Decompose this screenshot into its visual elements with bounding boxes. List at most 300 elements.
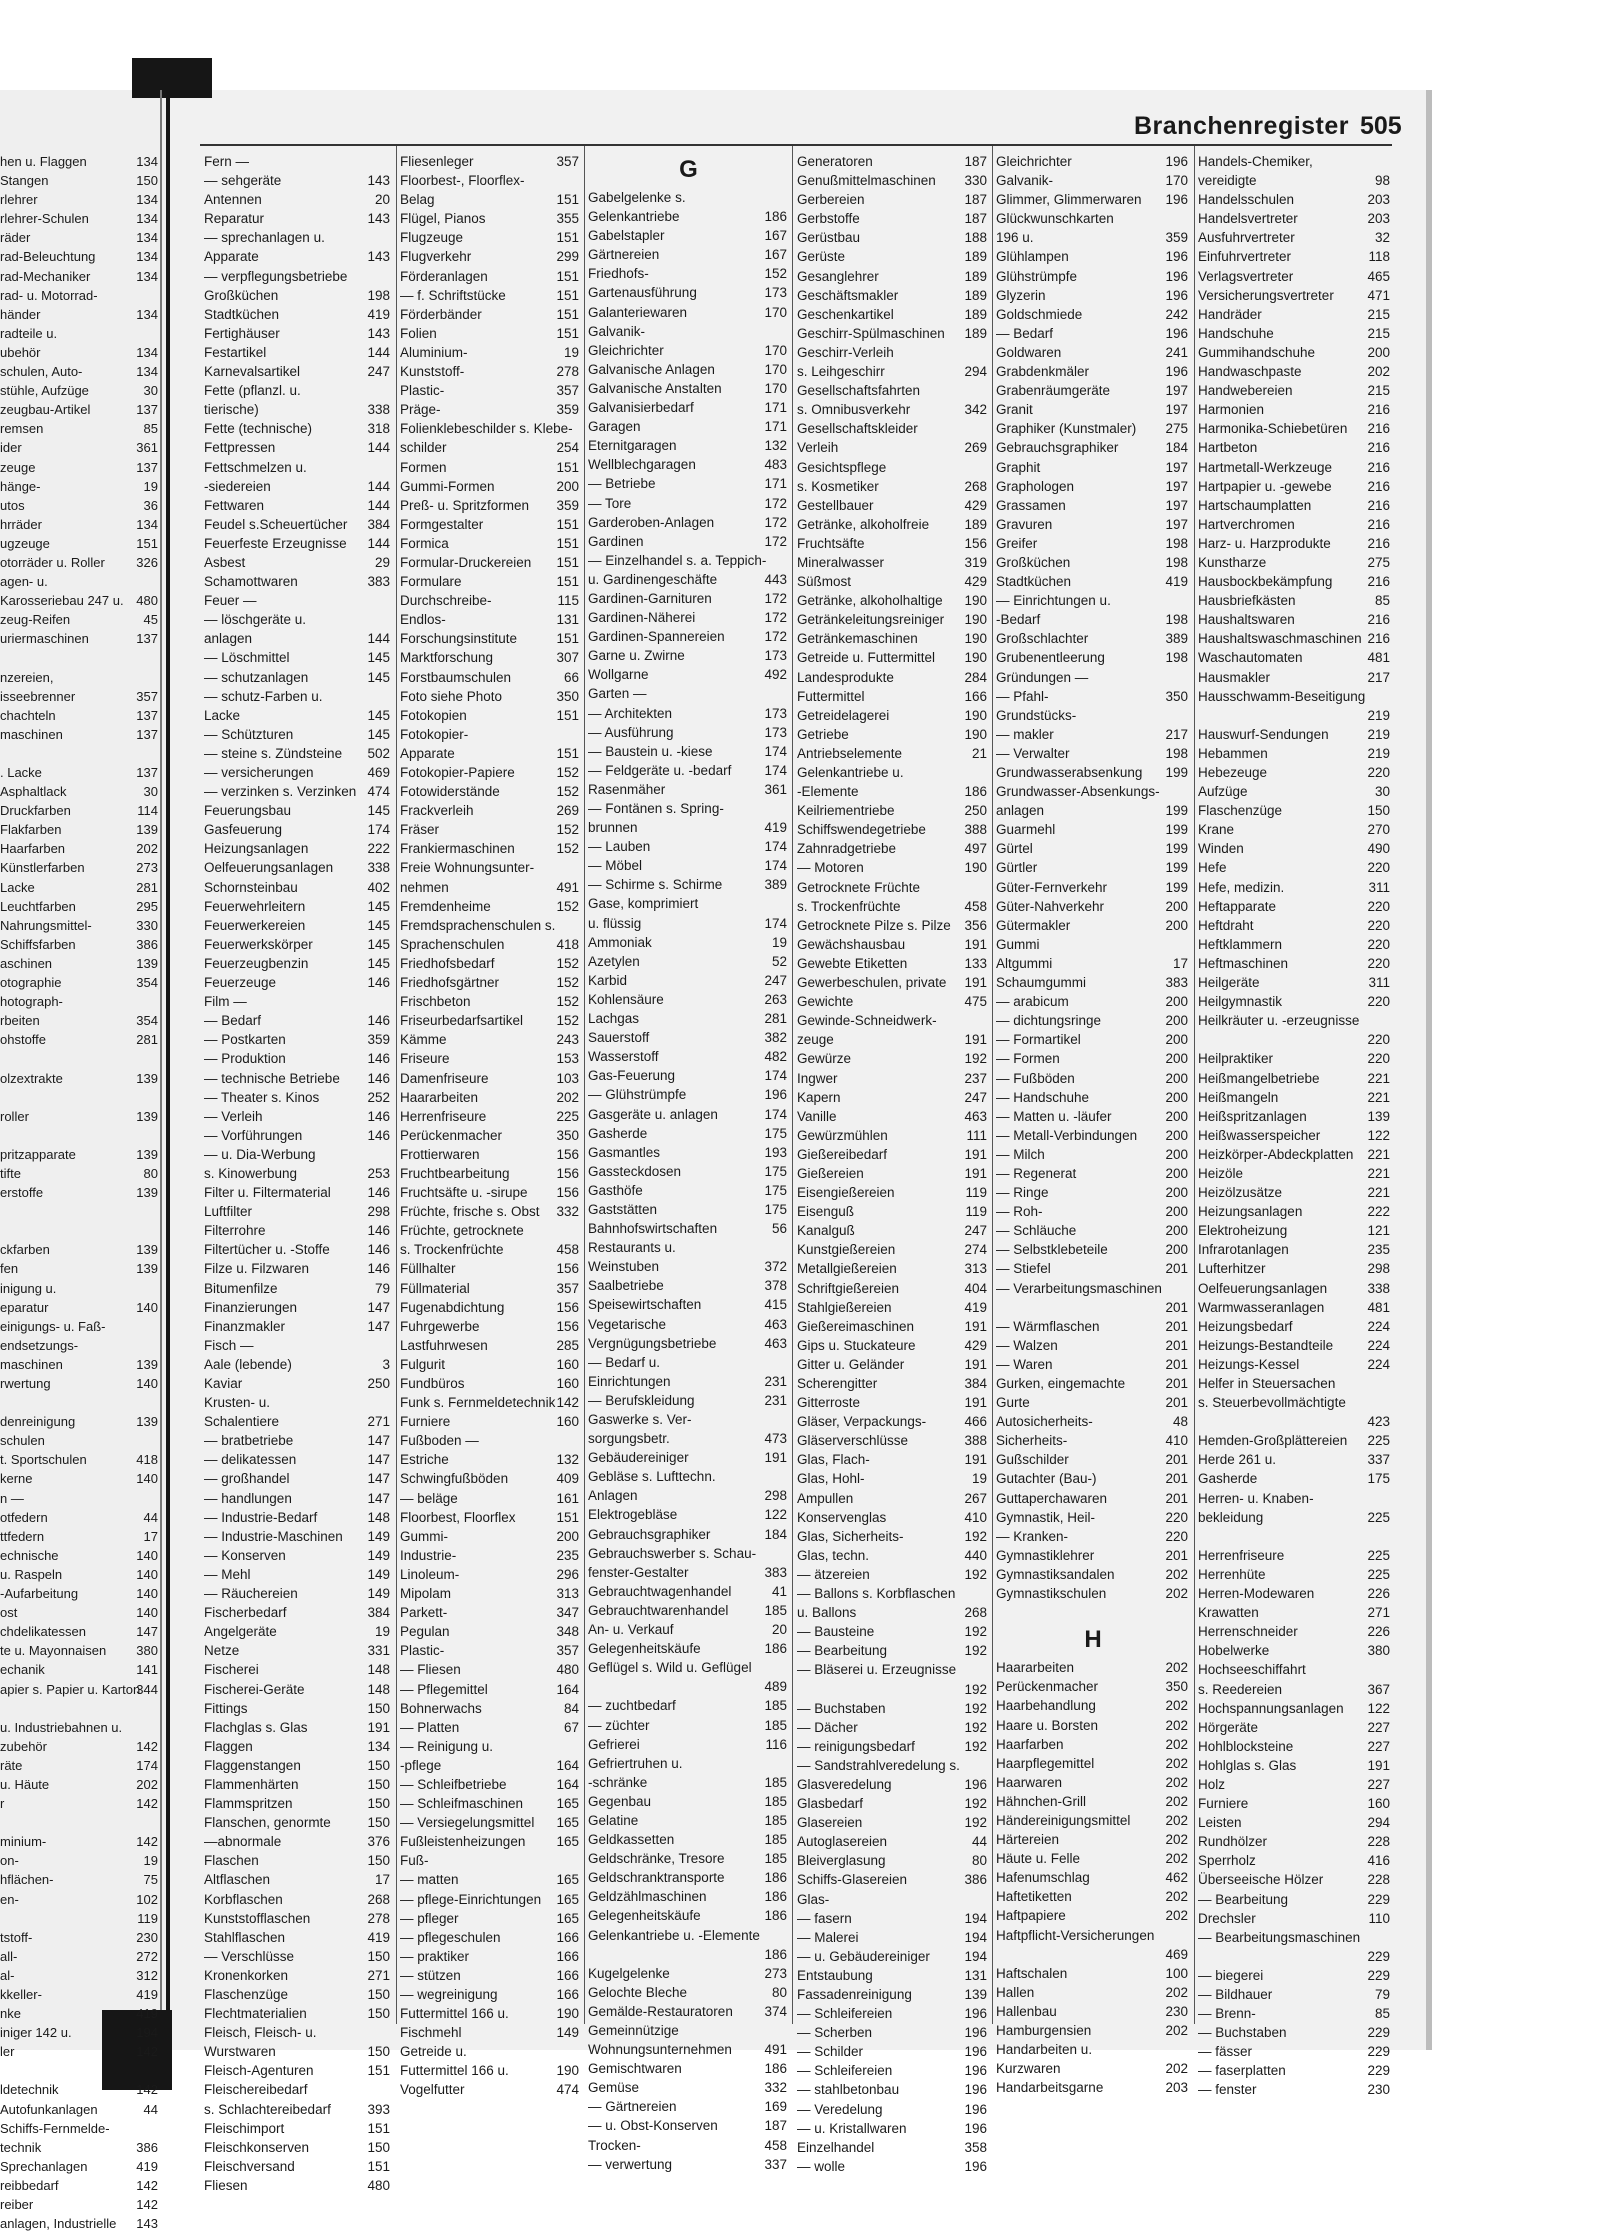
- entry-page-ref: 137: [136, 765, 158, 780]
- entry-page-ref: 469: [1165, 1946, 1188, 1962]
- index-entry: [996, 515, 1190, 534]
- entry-page-ref: 202: [1165, 1660, 1188, 1676]
- entry-page-ref: 116: [765, 1736, 787, 1752]
- entry-page-ref: 196: [964, 2158, 987, 2174]
- entry-term: -Elemente: [797, 784, 859, 800]
- entry-page-ref: 419: [367, 1929, 390, 1945]
- entry-term: all-: [0, 1948, 18, 1964]
- index-entry: [1198, 839, 1392, 858]
- entry-page-ref: 384: [367, 516, 390, 532]
- entry-page-ref: 175: [1367, 1471, 1390, 1487]
- entry-page-ref: 166: [964, 688, 987, 704]
- index-entry: [996, 1926, 1190, 1945]
- index-entry: [204, 1088, 392, 1107]
- index-entry: [0, 1985, 160, 2004]
- index-entry: [797, 629, 989, 648]
- binding-shadow: [160, 90, 162, 2050]
- entry-page-ref: 474: [367, 784, 390, 800]
- index-entry: [204, 1565, 392, 1584]
- index-entry: [588, 1334, 789, 1353]
- index-entry: [0, 1393, 160, 1412]
- entry-term: Hausschwamm-Beseitigung: [1198, 688, 1366, 704]
- entry-page-ref: 389: [1165, 631, 1188, 647]
- entry-page-ref: 151: [556, 306, 579, 322]
- entry-term: — Feldgeräte u. -bedarf: [588, 762, 732, 778]
- entry-term: Perückenmacher: [400, 1127, 503, 1143]
- entry-term: utos: [0, 497, 25, 513]
- entry-page-ref: 192: [964, 1700, 987, 1716]
- entry-term: Großküchen: [996, 554, 1071, 570]
- index-entry: [1198, 1660, 1392, 1679]
- entry-term: Fugenabdichtung: [400, 1299, 505, 1315]
- index-entry: [797, 2023, 989, 2042]
- index-entry: [588, 2078, 789, 2097]
- entry-term: Estriche: [400, 1452, 449, 1468]
- index-entry: [400, 629, 581, 648]
- entry-page-ref: 145: [367, 898, 390, 914]
- index-entry: [0, 2023, 160, 2042]
- entry-page-ref: 378: [764, 1278, 787, 1294]
- entry-page-ref: 165: [556, 1796, 579, 1812]
- entry-term: Eternitgaragen: [588, 438, 677, 454]
- index-entry: [0, 324, 160, 343]
- entry-page-ref: 227: [1367, 1719, 1390, 1735]
- index-entry: [0, 763, 160, 782]
- entry-term: otorräder u. Roller: [0, 554, 105, 570]
- index-entry: [588, 1601, 789, 1620]
- entry-term: — Pflegemittel: [400, 1681, 488, 1697]
- entry-term: Großschlachter: [996, 631, 1089, 647]
- entry-term: Harz- u. Harzprodukte: [1198, 535, 1331, 551]
- entry-page-ref: 350: [556, 1127, 579, 1143]
- entry-term: Warmwasseranlagen: [1198, 1299, 1325, 1315]
- entry-page-ref: 151: [556, 574, 579, 590]
- entry-page-ref: 175: [764, 1201, 787, 1217]
- entry-term: Flugzeuge: [400, 230, 464, 246]
- index-entry: [0, 916, 160, 935]
- entry-page-ref: 140: [136, 1299, 158, 1315]
- entry-term: s. Leihgeschirr: [797, 364, 885, 380]
- entry-term: — Regenerat: [996, 1165, 1077, 1181]
- entry-page-ref: 160: [556, 1414, 579, 1430]
- index-entry: [400, 1489, 581, 1508]
- entry-page-ref: 145: [367, 669, 390, 685]
- index-entry: [1198, 1737, 1392, 1756]
- entry-term: tierische): [204, 402, 259, 418]
- page-number: 505: [1360, 112, 1402, 140]
- entry-page-ref: 185: [764, 1774, 787, 1790]
- index-entry: [588, 2136, 789, 2155]
- index-entry: [588, 303, 789, 322]
- entry-page-ref: 202: [556, 1089, 579, 1105]
- index-entry: [204, 1985, 392, 2004]
- index-entry: [0, 1240, 160, 1259]
- entry-page-ref: 187: [764, 2118, 787, 2134]
- entry-page-ref: 192: [964, 1738, 987, 1754]
- index-entry: [0, 458, 160, 477]
- entry-page-ref: 383: [1165, 975, 1188, 991]
- entry-term: — Löschmittel: [204, 650, 290, 666]
- entry-page-ref: 149: [367, 1586, 390, 1602]
- entry-term: remsen: [0, 421, 44, 437]
- entry-page-ref: 142: [136, 2197, 158, 2213]
- index-entry: [996, 1259, 1190, 1278]
- entry-term: Großküchen: [204, 287, 279, 303]
- entry-term: — u. Dia-Werbung: [204, 1146, 316, 1162]
- entry-page-ref: 192: [964, 1566, 987, 1582]
- entry-page-ref: 226: [1367, 1586, 1390, 1602]
- entry-page-ref: 189: [964, 268, 987, 284]
- index-entry: [0, 1183, 160, 1202]
- entry-term: Fettwaren: [204, 497, 265, 513]
- entry-term: Plastic-: [400, 1643, 445, 1659]
- index-entry: [400, 477, 581, 496]
- entry-term: Eisengießereien: [797, 1185, 895, 1201]
- index-entry: [204, 1603, 392, 1622]
- entry-page-ref: 201: [1165, 1547, 1188, 1563]
- entry-page-ref: 263: [764, 991, 787, 1007]
- index-entry: [996, 228, 1190, 247]
- entry-term: Perückenmacher: [996, 1679, 1099, 1695]
- index-entry: [204, 1870, 392, 1889]
- entry-term: Gardinen-Garnituren: [588, 590, 712, 606]
- index-entry: [204, 419, 392, 438]
- entry-term: Gerbereien: [797, 192, 865, 208]
- entry-page-ref: 175: [764, 1125, 787, 1141]
- index-entry: [797, 1030, 989, 1049]
- entry-page-ref: 166: [556, 1987, 579, 2002]
- entry-term: Hafenumschlag: [996, 1870, 1090, 1886]
- binding-top: [132, 58, 212, 98]
- index-entry: [204, 1049, 392, 1068]
- entry-term: Wohnungsunternehmen: [588, 2042, 732, 2058]
- index-entry: [588, 1811, 789, 1830]
- index-entry: [1198, 553, 1392, 572]
- entry-page-ref: 281: [136, 1032, 158, 1048]
- entry-term: Fulgurit: [400, 1356, 446, 1372]
- index-entry: [588, 589, 789, 608]
- index-entry: [400, 572, 581, 591]
- entry-term: — Verleih: [204, 1108, 263, 1124]
- entry-term: brunnen: [588, 820, 638, 836]
- entry-page-ref: 200: [1165, 1165, 1188, 1181]
- index-entry: [996, 1011, 1190, 1030]
- entry-page-ref: 147: [367, 1318, 390, 1334]
- entry-term: Finanzmakler: [204, 1318, 286, 1334]
- entry-page-ref: 294: [964, 364, 987, 380]
- entry-term: kkeller-: [0, 1987, 42, 2002]
- index-entry: [0, 305, 160, 324]
- entry-page-ref: 202: [1165, 1889, 1188, 1905]
- entry-term: Grassamen: [996, 497, 1066, 513]
- entry-page-ref: 196: [1165, 249, 1188, 265]
- entry-term: — delikatessen: [204, 1452, 297, 1468]
- entry-term: Gravuren: [996, 516, 1053, 532]
- index-entry: [204, 2004, 392, 2023]
- entry-page-ref: 140: [136, 1605, 158, 1621]
- entry-term: Getrocknete Pilze s. Pilze: [797, 917, 951, 933]
- index-entry: [1198, 610, 1392, 629]
- entry-term: — fenster: [1198, 2082, 1257, 2098]
- entry-page-ref: 216: [1367, 535, 1390, 551]
- index-entry: [1198, 648, 1392, 667]
- entry-page-ref: 202: [1165, 1566, 1188, 1582]
- index-entry: [1198, 1011, 1392, 1030]
- entry-term: — zuchtbedarf: [588, 1698, 676, 1714]
- entry-page-ref: 196: [964, 2101, 987, 2117]
- entry-term: Getrocknete Früchte: [797, 879, 921, 895]
- index-entry: [996, 2021, 1190, 2040]
- index-entry: [400, 992, 581, 1011]
- entry-term: Fotokopier-: [400, 726, 469, 742]
- index-entry: [0, 1355, 160, 1374]
- entry-term: Fischerei-Geräte: [204, 1681, 305, 1697]
- entry-page-ref: 380: [136, 1643, 158, 1659]
- entry-page-ref: 67: [563, 1719, 579, 1735]
- entry-term: rad-Mechaniker: [0, 268, 91, 284]
- index-entry: [0, 515, 160, 534]
- entry-page-ref: 149: [367, 1547, 390, 1563]
- entry-page-ref: 247: [367, 364, 390, 380]
- entry-term: Getränke, alkoholhaltige: [797, 593, 943, 609]
- entry-term: — Bedarf u.: [588, 1354, 661, 1370]
- entry-page-ref: 389: [764, 877, 787, 893]
- entry-page-ref: 189: [964, 516, 987, 532]
- entry-term: — beläge: [400, 1490, 458, 1506]
- index-entry: [400, 2061, 581, 2080]
- index-entry: [996, 286, 1190, 305]
- index-entry: [996, 610, 1190, 629]
- index-entry: [0, 400, 160, 419]
- entry-page-ref: 419: [964, 1299, 987, 1315]
- index-entry: [204, 1317, 392, 1336]
- index-entry: [996, 858, 1190, 877]
- entry-term: Heftdraht: [1198, 917, 1254, 933]
- entry-page-ref: 228: [1367, 1872, 1390, 1888]
- index-entry: [588, 398, 789, 417]
- index-entry: [588, 1544, 789, 1563]
- index-entry: [797, 1565, 989, 1584]
- entry-page-ref: 229: [1367, 1891, 1390, 1907]
- section-letter: G: [679, 156, 698, 183]
- entry-page-ref: 85: [143, 421, 158, 437]
- entry-term: — Veredelung: [797, 2101, 883, 2117]
- entry-page-ref: 79: [374, 1280, 390, 1296]
- index-entry: [996, 1240, 1190, 1259]
- index-entry: [400, 1374, 581, 1393]
- entry-page-ref: 196: [1165, 154, 1188, 169]
- entry-page-ref: 142: [136, 2177, 158, 2193]
- entry-term: Gelegenheitskäufe: [588, 1641, 701, 1657]
- entry-term: vereidigte: [1198, 173, 1257, 189]
- entry-page-ref: 419: [136, 2006, 158, 2022]
- entry-page-ref: 151: [556, 631, 579, 647]
- entry-term: Stadtküchen: [204, 306, 280, 322]
- entry-term: Hartmetall-Werkzeuge: [1198, 459, 1333, 475]
- entry-term: Gemischtwaren: [588, 2061, 682, 2077]
- entry-page-ref: 139: [1367, 1108, 1390, 1124]
- entry-term: Elektroheizung: [1198, 1223, 1288, 1239]
- entry-term: Schiffsfarben: [0, 936, 76, 952]
- entry-term: Fischmehl: [400, 2025, 462, 2041]
- entry-term: Fotokopier-Papiere: [400, 765, 515, 780]
- entry-term: Gleichrichter: [996, 154, 1072, 169]
- index-entry: [0, 1202, 160, 1221]
- index-entry: [204, 1680, 392, 1699]
- entry-page-ref: 337: [764, 2156, 787, 2172]
- entry-term: — Lauben: [588, 839, 651, 855]
- entry-page-ref: 19: [374, 1624, 390, 1640]
- entry-term: Gasfeuerung: [204, 822, 283, 838]
- index-entry: [797, 782, 989, 801]
- index-entry: [400, 1890, 581, 1909]
- index-entry: [0, 1660, 160, 1679]
- entry-page-ref: 216: [1367, 612, 1390, 628]
- entry-term: Fundbüros: [400, 1376, 465, 1391]
- entry-term: Parkett-: [400, 1605, 448, 1621]
- entry-term: Plastic-: [400, 383, 445, 399]
- entry-page-ref: 147: [367, 1490, 390, 1506]
- entry-term: Heizungs-Bestandteile: [1198, 1337, 1334, 1353]
- index-entry: [797, 1393, 989, 1412]
- entry-term: — Bearbeitung: [1198, 1891, 1289, 1907]
- entry-page-ref: 225: [556, 1108, 579, 1124]
- entry-page-ref: 269: [964, 440, 987, 456]
- entry-term: — reinigungsbedarf: [797, 1738, 915, 1754]
- index-entry: [204, 1145, 392, 1164]
- entry-page-ref: 134: [136, 230, 158, 246]
- entry-term: — Einrichtungen u.: [996, 593, 1111, 609]
- entry-page-ref: 192: [964, 1624, 987, 1640]
- entry-term: Finanzierungen: [204, 1299, 298, 1315]
- entry-page-ref: 156: [556, 1185, 579, 1201]
- entry-term: Heftklammern: [1198, 936, 1283, 952]
- index-entry: [1198, 1546, 1392, 1565]
- entry-term: Gewinde-Schneidwerk-: [797, 1013, 937, 1029]
- index-entry: [0, 878, 160, 897]
- entry-page-ref: 66: [563, 669, 579, 685]
- entry-page-ref: 200: [1165, 1051, 1188, 1067]
- entry-term: Gewürzmühlen: [797, 1127, 888, 1143]
- entry-page-ref: 199: [1165, 803, 1188, 819]
- entry-page-ref: 165: [556, 1872, 579, 1888]
- entry-page-ref: 19: [771, 934, 787, 950]
- entry-page-ref: 220: [1367, 994, 1390, 1010]
- entry-term: — Architekten: [588, 705, 673, 721]
- index-entry: [1198, 1565, 1392, 1584]
- entry-page-ref: 134: [136, 154, 158, 169]
- entry-term: — Fontänen s. Spring-: [588, 801, 724, 816]
- entry-page-ref: 429: [964, 497, 987, 513]
- entry-page-ref: 156: [556, 1165, 579, 1181]
- index-entry: [588, 914, 789, 933]
- entry-term: — Versiegelungsmittel: [400, 1815, 535, 1831]
- entry-page-ref: 497: [964, 841, 987, 857]
- entry-page-ref: 229: [1367, 2044, 1390, 2060]
- index-entry: [204, 496, 392, 515]
- entry-term: Fettschmelzen u.: [204, 459, 307, 475]
- index-entry: [204, 1431, 392, 1450]
- entry-term: roller: [0, 1108, 29, 1124]
- index-entry: [588, 990, 789, 1009]
- index-entry: [996, 1658, 1190, 1677]
- index-entry: [400, 1317, 581, 1336]
- index-entry: [588, 761, 789, 780]
- index-entry: [400, 973, 581, 992]
- entry-term: Vogelfutter: [400, 2082, 465, 2098]
- entry-page-ref: 491: [556, 879, 579, 895]
- entry-page-ref: 278: [367, 1910, 390, 1926]
- entry-term: — schutzanlagen: [204, 669, 309, 685]
- entry-page-ref: 200: [1165, 1070, 1188, 1086]
- index-column-3: [588, 152, 789, 2174]
- index-entry: [204, 362, 392, 381]
- index-entry: [797, 1680, 989, 1699]
- entry-page-ref: 480: [367, 2177, 390, 2193]
- entry-page-ref: 21: [971, 745, 987, 761]
- index-entry: [996, 1546, 1190, 1565]
- entry-page-ref: 160: [1367, 1796, 1390, 1812]
- entry-page-ref: 152: [556, 1013, 579, 1029]
- index-entry: [1198, 1870, 1392, 1889]
- entry-term: Friedhofs-: [588, 266, 649, 282]
- entry-page-ref: 383: [367, 574, 390, 590]
- entry-term: — Verschlüsse: [204, 1948, 295, 1964]
- index-entry: [0, 610, 160, 629]
- index-entry: [797, 973, 989, 992]
- entry-page-ref: 146: [367, 975, 390, 991]
- entry-term: Heilgymnastik: [1198, 994, 1283, 1010]
- index-entry: [0, 1947, 160, 1966]
- entry-term: -Bedarf: [996, 612, 1041, 628]
- entry-term: Lacke: [204, 707, 241, 723]
- index-entry: [588, 1410, 789, 1429]
- index-entry: [996, 1298, 1190, 1317]
- entry-term: Rundhölzer: [1198, 1834, 1268, 1850]
- index-entry: [204, 935, 392, 954]
- index-entry: [996, 954, 1190, 973]
- index-entry: [400, 1813, 581, 1832]
- entry-page-ref: 196: [1165, 287, 1188, 303]
- entry-term: — Schläuche: [996, 1223, 1077, 1239]
- index-entry: [0, 2004, 160, 2023]
- index-entry: [204, 1450, 392, 1469]
- index-entry: [1198, 1259, 1392, 1278]
- entry-page-ref: 229: [1367, 1967, 1390, 1983]
- entry-page-ref: 152: [556, 822, 579, 838]
- entry-page-ref: 150: [367, 1700, 390, 1716]
- index-entry: [0, 362, 160, 381]
- index-entry: [1198, 973, 1392, 992]
- index-entry: [204, 267, 392, 286]
- entry-term: agen- u.: [0, 574, 48, 590]
- entry-term: Glas, Flach-: [797, 1452, 870, 1468]
- entry-page-ref: 150: [367, 2139, 390, 2155]
- index-entry: [400, 2042, 581, 2061]
- entry-term: Scherengitter: [797, 1376, 878, 1391]
- entry-term: — fässer: [1198, 2044, 1253, 2060]
- index-entry: [0, 1489, 160, 1508]
- entry-term: — Roh-: [996, 1204, 1043, 1220]
- entry-page-ref: 202: [1367, 364, 1390, 380]
- entry-page-ref: 17: [143, 1528, 158, 1544]
- entry-term: Gelenkantriebe u.: [797, 765, 904, 780]
- entry-term: Glasbedarf: [797, 1796, 864, 1812]
- entry-page-ref: 186: [964, 784, 987, 800]
- entry-page-ref: 271: [367, 1967, 390, 1983]
- entry-page-ref: 357: [556, 1643, 579, 1659]
- entry-term: Händereinigungsmittel: [996, 1812, 1131, 1828]
